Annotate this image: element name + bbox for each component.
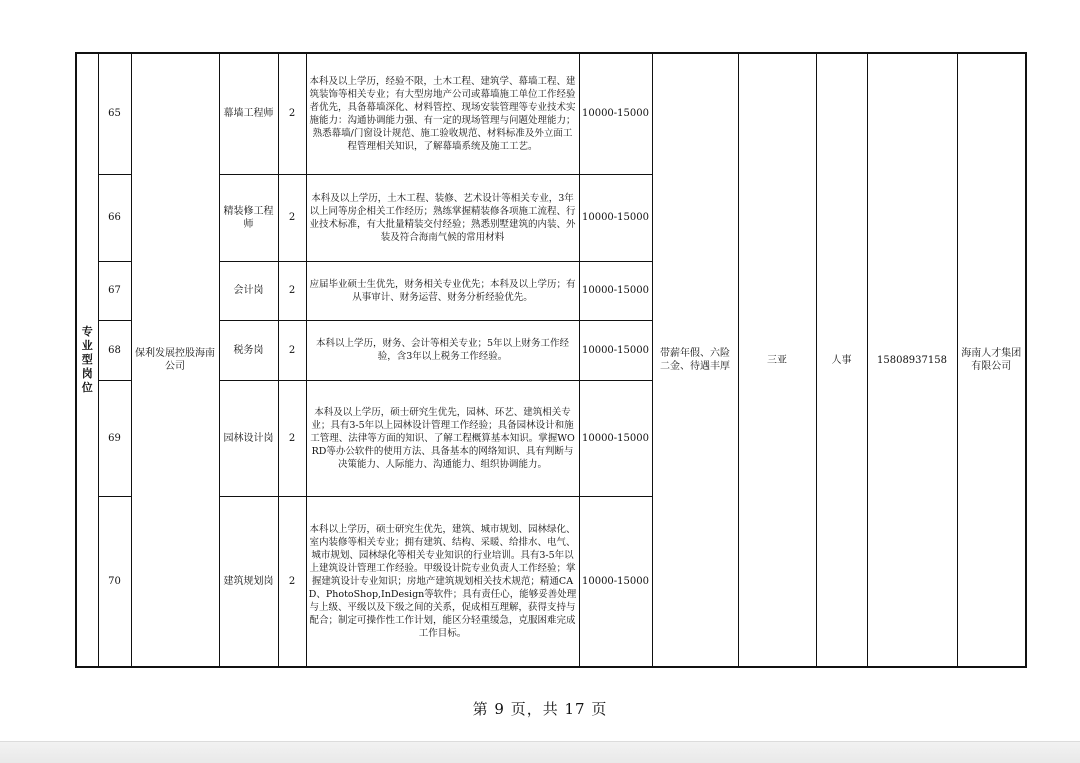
headcount: 2 — [278, 496, 306, 667]
headcount: 2 — [278, 174, 306, 261]
row-number: 68 — [98, 320, 131, 380]
category-cell: 专业型岗位 — [76, 53, 98, 667]
requirements-text: 本科及以上学历，土木工程、装修、艺术设计等相关专业，3年以上同等房企相关工作经历；熟练掌握精装修各项施工流程、行业技术标准，有大批量精装交付经验；熟悉别墅建筑的内装、外装及符合海南气候的常用材料 — [306, 174, 579, 261]
table-row — [76, 53, 1026, 174]
phone-cell: 15808937158 — [867, 53, 957, 667]
position-name: 幕墙工程师 — [219, 53, 278, 174]
headcount: 2 — [278, 320, 306, 380]
salary-range: 10000-15000 — [579, 496, 652, 667]
requirements-text: 本科及以上学历，经验不限，土木工程、建筑学、幕墙工程、建筑装饰等相关专业；有大型房地产公司或幕墙施工单位工作经验者优先，具备幕墙深化、材料管控、现场安装管理等专业技术实施能力：沟通协调能力强、有一定的现场管理与问题处理能力；熟悉幕墙/门窗设计规范、施工验收规范、材料标准及外立面工程管理相关知识，了解幕墙系统及施工工艺。 — [306, 53, 579, 174]
row-number: 65 — [98, 53, 131, 174]
position-name: 精装修工程师 — [219, 174, 278, 261]
row-number: 67 — [98, 261, 131, 320]
agency-cell: 海南人才集团有限公司 — [957, 53, 1026, 667]
position-name: 建筑规划岗 — [219, 496, 278, 667]
contact-person-cell: 人事 — [816, 53, 867, 667]
headcount: 2 — [278, 380, 306, 496]
requirements-text: 本科及以上学历，硕士研究生优先，园林、环艺、建筑相关专业；具有3-5年以上园林设计管理工作经验；具备园林设计和施工管理、法律等方面的知识、了解工程概算基本知识。掌握WORD等办公软件的使用方法、具备基本的网络知识、具有判断与决策能力、人际能力、沟通能力、组织协调能力。 — [306, 380, 579, 496]
location-cell: 三亚 — [738, 53, 816, 667]
salary-range: 10000-15000 — [579, 320, 652, 380]
row-number: 69 — [98, 380, 131, 496]
position-name: 税务岗 — [219, 320, 278, 380]
position-name: 园林设计岗 — [219, 380, 278, 496]
salary-range: 10000-15000 — [579, 174, 652, 261]
salary-range: 10000-15000 — [579, 53, 652, 174]
page-bottom-band — [0, 741, 1080, 763]
requirements-text: 本科以上学历，财务、会计等相关专业；5年以上财务工作经验，含3年以上税务工作经验。 — [306, 320, 579, 380]
row-number: 66 — [98, 174, 131, 261]
salary-range: 10000-15000 — [579, 261, 652, 320]
salary-range: 10000-15000 — [579, 380, 652, 496]
row-number: 70 — [98, 496, 131, 667]
job-table — [75, 52, 1027, 668]
benefits-cell: 带薪年假、六险二金、待遇丰厚 — [652, 53, 738, 667]
headcount: 2 — [278, 53, 306, 174]
page-number-footer: 第 9 页，共 17 页 — [472, 700, 608, 718]
company-cell: 保利发展控股海南公司 — [131, 53, 219, 667]
requirements-text: 本科以上学历，硕士研究生优先，建筑、城市规划、园林绿化、室内装修等相关专业；拥有建筑、结构、采暖、给排水、电气、城市规划、园林绿化等相关专业知识的行业培训。具有3-5年以上建筑设计管理工作经验。甲级设计院专业负责人工作经验；掌握建筑设计专业知识；房地产建筑规划相关技术规范；精通CAD、PhotoShop,InDesign等软件；具有责任心，能够妥善处理与上级、平级以及下级之间的关系，促成相互理解，获得支持与配合；制定可操作性工作计划，能区分轻重缓急，克服困难完成工作目标。 — [306, 496, 579, 667]
requirements-text: 应届毕业硕士生优先，财务相关专业优先；本科及以上学历；有从事审计、财务运营、财务分析经验优先。 — [306, 261, 579, 320]
position-name: 会计岗 — [219, 261, 278, 320]
headcount: 2 — [278, 261, 306, 320]
